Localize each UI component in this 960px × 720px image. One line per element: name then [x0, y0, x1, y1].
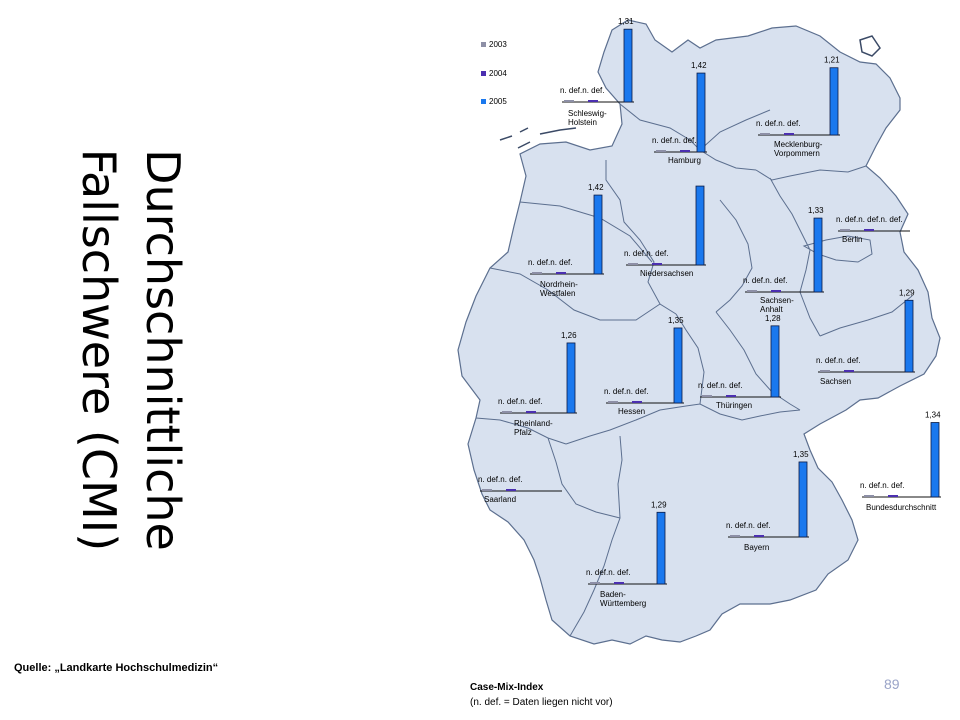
bar-value-label: 1,42 [588, 183, 604, 193]
bar-nd-label: n. def.n. def. [726, 521, 771, 530]
bar-2003 [820, 370, 830, 372]
bar-value-label: 1,31 [618, 17, 634, 27]
bar-nd-label: n. def.n. def. [498, 397, 543, 406]
state-label: Schleswig- [568, 109, 607, 118]
bar-2003 [840, 229, 850, 231]
bar-value-label: 1,35 [793, 449, 809, 459]
legend-label-2004: 2004 [489, 69, 507, 78]
state-label: Nordrhein- [540, 280, 578, 289]
bar-2005 [771, 326, 779, 397]
slide-title-line-1: Durchschnittliche [136, 149, 190, 551]
legend-label-2005: 2005 [489, 97, 507, 106]
bar-value-label: 1,29 [899, 288, 915, 298]
bar-2003 [564, 100, 574, 102]
bar-2003 [747, 290, 757, 292]
bar-2005 [905, 300, 913, 372]
state-label: Mecklenburg- [774, 140, 823, 149]
state-label: Anhalt [760, 305, 783, 314]
bar-value-label: 1,28 [765, 313, 781, 323]
map-caption-title: Case-Mix-Index [470, 682, 544, 693]
bar-2003 [482, 489, 492, 491]
bar-nd-label: n. def.n. def. [528, 258, 573, 267]
bar-2003 [864, 495, 874, 497]
bar-2003 [760, 133, 770, 135]
legend-item-2004 [481, 69, 507, 78]
state-label: Sachsen [820, 377, 852, 386]
bar-2004 [888, 495, 898, 497]
bar-2005 [674, 328, 682, 403]
bar-2004 [726, 395, 736, 397]
legend-label-2003: 2003 [489, 40, 507, 49]
state-label: Württemberg [600, 599, 647, 608]
bar-2005 [697, 73, 705, 152]
map-caption-note: (n. def. = Daten liegen nicht vor) [470, 697, 613, 708]
bar-2003 [608, 401, 618, 403]
bar-nd-label: n. def.n. def. [478, 475, 523, 484]
bar-value-label: 1,26 [561, 330, 577, 340]
bar-value-label: 1,29 [651, 500, 667, 510]
bar-nd-label: n. def.n. def. [652, 136, 697, 145]
slide-title-line-2: Fallschwere (CMI) [72, 148, 126, 552]
bar-2004 [754, 535, 764, 537]
legend-swatch-2004 [481, 71, 486, 76]
state-label: Hessen [618, 407, 646, 416]
state-label: Vorpommern [774, 149, 820, 158]
bar-2005 [594, 195, 602, 274]
bar-2005 [696, 186, 704, 265]
bar-2004 [680, 150, 690, 152]
bar-value-label: 1,34 [925, 410, 941, 420]
bar-2004 [506, 489, 516, 491]
bar-nd-label: n. def.n. def. [586, 568, 631, 577]
bar-2003 [628, 263, 638, 265]
legend-swatch-2005 [481, 99, 486, 104]
bar-2005 [799, 462, 807, 537]
bar-2005 [931, 423, 939, 497]
bar-2003 [730, 535, 740, 537]
bar-2005 [830, 68, 838, 135]
bar-value-label: 1,33 [808, 206, 824, 216]
bar-value-label: 1,42 [691, 61, 707, 71]
bar-nd-label: n. def.n. def. [756, 119, 801, 128]
source-note: Quelle: „Landkarte Hochschulmedizin“ [14, 662, 219, 674]
state-label: Thüringen [716, 401, 753, 410]
legend-swatch-2003 [481, 42, 486, 47]
bar-2004 [556, 272, 566, 274]
state-label: Saarland [484, 495, 517, 504]
bar-nd-label: n. def.n. def. [560, 86, 605, 95]
bar-value-label: 1,35 [668, 315, 684, 325]
bar-2004 [614, 582, 624, 584]
bar-2004 [784, 133, 794, 135]
state-label: Rheinland- [514, 419, 553, 428]
bar-2003 [502, 411, 512, 413]
state-label: Pfalz [514, 428, 532, 437]
bar-nd-label: n. def.n. def. [816, 356, 861, 365]
bar-nd-label: n. def.n. def. [743, 276, 788, 285]
bar-2004 [844, 370, 854, 372]
bar-nd-label: n. def.n. def. [698, 381, 743, 390]
bar-2005 [814, 218, 822, 292]
state-label: Baden- [600, 590, 626, 599]
bar-2005 [657, 512, 665, 584]
state-label: Bayern [744, 543, 770, 552]
legend-item-2003 [481, 40, 507, 49]
bar-2004 [652, 263, 662, 265]
bar-2003 [532, 272, 542, 274]
page-number: 89 [884, 676, 900, 692]
bar-nd-label: n. def.n. def. [604, 387, 649, 396]
bar-nd-label: n. def.n. def. [860, 481, 905, 490]
state-label: Bundesdurchschnitt [866, 503, 937, 512]
bar-2005 [624, 29, 632, 102]
bar-2004 [864, 229, 874, 231]
bar-nd-label: n. def.n. def.n. def. [836, 215, 903, 224]
bar-2004 [771, 290, 781, 292]
state-label: Sachsen- [760, 296, 794, 305]
bar-2003 [702, 395, 712, 397]
legend-item-2005 [481, 97, 507, 106]
state-label: Holstein [568, 118, 597, 127]
bar-value-label: 1,21 [824, 55, 840, 65]
bar-2004 [632, 401, 642, 403]
bar-2004 [526, 411, 536, 413]
state-label: Berlin [842, 235, 863, 244]
bar-nd-label: n. def.n. def. [624, 249, 669, 258]
bar-2004 [588, 100, 598, 102]
state-label: Westfalen [540, 289, 576, 298]
bar-2003 [590, 582, 600, 584]
bar-2003 [656, 150, 666, 152]
state-label: Hamburg [668, 156, 701, 165]
state-label: Niedersachsen [640, 269, 694, 278]
bar-2005 [567, 343, 575, 413]
